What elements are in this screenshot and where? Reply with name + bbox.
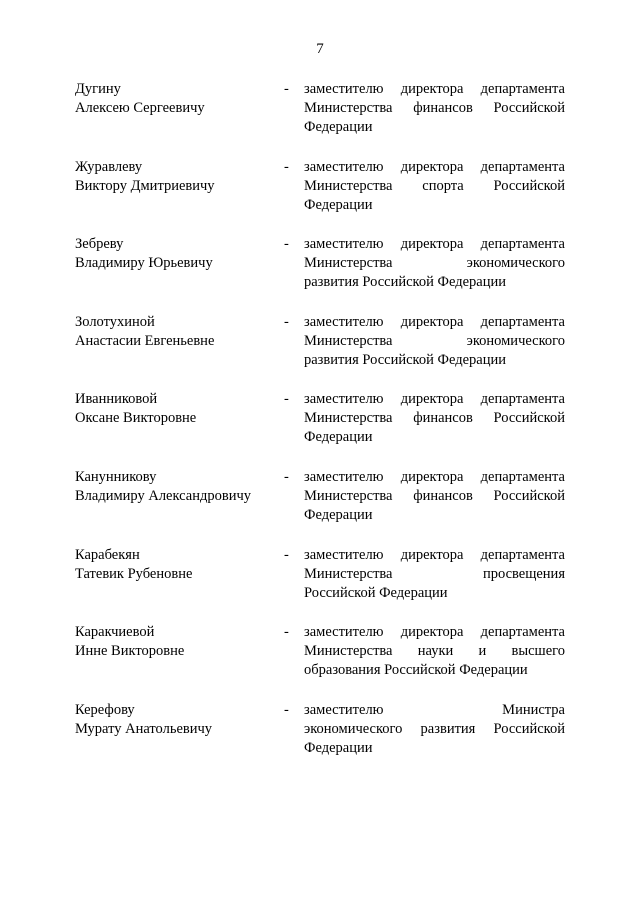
- person-surname: Дугину: [75, 81, 121, 97]
- person-surname: Каракчиевой: [75, 624, 155, 641]
- position-line: Федерации: [304, 429, 373, 446]
- position-line: Федерации: [304, 506, 373, 523]
- list-item: [75, 390, 565, 468]
- position-title: [304, 158, 565, 215]
- person-given-name: Алексею Сергеевичу: [75, 100, 205, 116]
- person-name: [75, 80, 275, 118]
- person-name: [75, 546, 275, 584]
- position-line: развития Российской Федерации: [304, 274, 506, 291]
- position-line: развития Российской Федерации: [304, 351, 506, 368]
- position-line: Российской Федерации: [304, 584, 448, 601]
- person-name: [75, 468, 275, 506]
- person-name: [75, 235, 275, 273]
- position-line: Федерации: [304, 196, 373, 213]
- dash-separator: -: [284, 391, 289, 408]
- person-surname: Зебреву: [75, 236, 124, 253]
- dash-separator: -: [284, 236, 289, 253]
- appointment-list: [75, 80, 565, 778]
- dash-separator: -: [284, 624, 289, 641]
- person-surname: Карабекян: [75, 546, 140, 563]
- position-title: [304, 468, 565, 525]
- list-item: [75, 623, 565, 701]
- position-line: заместителю директора департамента: [304, 546, 565, 563]
- position-line: Министерства спорта Российской: [304, 177, 565, 194]
- position-line: Министерства экономического: [304, 255, 565, 272]
- position-line: Министерства науки и высшего: [304, 643, 565, 660]
- person-given-name: Владимиру Юрьевичу: [75, 255, 213, 272]
- dash-separator: -: [284, 81, 289, 97]
- person-given-name: Владимиру Александровичу: [75, 487, 252, 504]
- person-surname: Журавлеву: [75, 158, 143, 175]
- person-given-name: Оксане Викторовне: [75, 410, 197, 427]
- list-item: [75, 313, 565, 391]
- page-number: 7: [316, 41, 324, 57]
- list-item: [75, 546, 565, 624]
- position-line: заместителю директора департамента: [304, 391, 565, 408]
- list-item: [75, 235, 565, 313]
- position-line: заместителю Министра: [304, 701, 565, 718]
- position-line: заместителю директора департамента: [304, 468, 565, 485]
- position-line: заместителю директора департамента: [304, 236, 565, 253]
- person-surname: Иванниковой: [75, 391, 158, 408]
- position-line: заместителю директора департамента: [304, 158, 565, 175]
- dash-separator: -: [284, 468, 289, 485]
- position-line: Федерации: [304, 119, 373, 135]
- person-name: [75, 390, 275, 428]
- list-item: [75, 468, 565, 546]
- position-title: [304, 80, 565, 137]
- position-line: заместителю директора департамента: [304, 81, 565, 97]
- position-title: [304, 546, 565, 603]
- dash-separator: -: [284, 546, 289, 563]
- position-line: экономического развития Российской: [304, 720, 565, 737]
- person-given-name: Виктору Дмитриевичу: [75, 177, 215, 194]
- position-line: Министерства экономического: [304, 332, 565, 349]
- position-title: [304, 235, 565, 292]
- person-name: [75, 701, 275, 739]
- dash-separator: -: [284, 158, 289, 175]
- position-title: [304, 701, 565, 758]
- list-item: [75, 701, 565, 779]
- person-surname: Керефову: [75, 701, 135, 718]
- person-surname: Золотухиной: [75, 313, 155, 330]
- position-line: образования Российской Федерации: [304, 662, 528, 679]
- position-line: заместителю директора департамента: [304, 313, 565, 330]
- position-line: Министерства финансов Российской: [304, 487, 565, 504]
- list-item: [75, 158, 565, 236]
- position-line: Министерства просвещения: [304, 565, 565, 582]
- dash-separator: -: [284, 313, 289, 330]
- person-given-name: Татевик Рубеновне: [75, 565, 193, 582]
- position-line: Министерства финансов Российской: [304, 100, 565, 116]
- position-line: Федерации: [304, 739, 373, 756]
- person-name: [75, 158, 275, 196]
- position-title: [304, 623, 565, 680]
- list-item: [75, 80, 565, 158]
- person-given-name: Мурату Анатольевичу: [75, 720, 213, 737]
- person-surname: Канунникову: [75, 468, 157, 485]
- dash-separator: -: [284, 701, 289, 718]
- position-title: [304, 313, 565, 370]
- position-title: [304, 390, 565, 447]
- person-name: [75, 623, 275, 661]
- person-name: [75, 313, 275, 351]
- person-given-name: Анастасии Евгеньевне: [75, 332, 215, 349]
- person-given-name: Инне Викторовне: [75, 643, 185, 660]
- position-line: Министерства финансов Российской: [304, 410, 565, 427]
- position-line: заместителю директора департамента: [304, 624, 565, 641]
